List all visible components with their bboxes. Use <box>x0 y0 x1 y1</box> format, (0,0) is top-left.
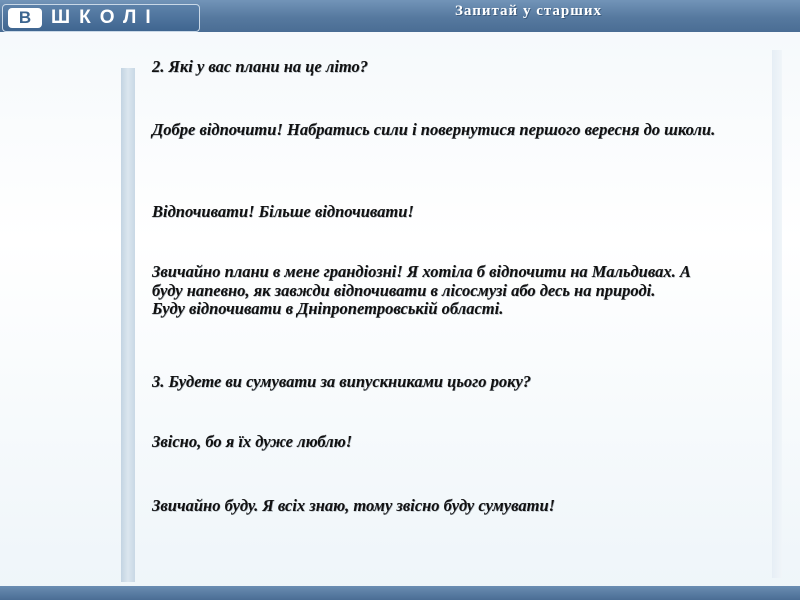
left-decorative-stripe <box>121 68 135 582</box>
right-decorative-stripe <box>772 50 782 578</box>
answer-2a: Добре відпочити! Набратись сили і повернутися першого вересня до школи. <box>152 120 716 139</box>
site-logo[interactable] <box>2 4 200 32</box>
question-2: 2. Які у вас плани на це літо? <box>152 57 369 76</box>
page-title: Запитай у старших <box>455 3 603 19</box>
logo-badge: В <box>8 8 42 28</box>
header-bar <box>0 0 800 32</box>
answer-2c: Звичайно плани в мене грандіозні! Я хотіла б відпочити на Мальдивах. А буду напевно, як завжди відпочивати в лісосмузі або десь на природі. Буду відпочивати в Дніпропетровській області. <box>152 262 691 318</box>
answer-3b: Звичайно буду. Я всіх знаю, тому звісно буду сумувати! <box>152 496 556 515</box>
logo-text: ШКОЛІ <box>51 7 160 28</box>
question-3: 3. Будете ви сумувати за випускниками цього року? <box>152 372 532 391</box>
footer-bar <box>0 586 800 600</box>
answer-2b: Відпочивати! Більше відпочивати! <box>152 202 414 221</box>
answer-3a: Звісно, бо я їх дуже люблю! <box>152 432 353 451</box>
